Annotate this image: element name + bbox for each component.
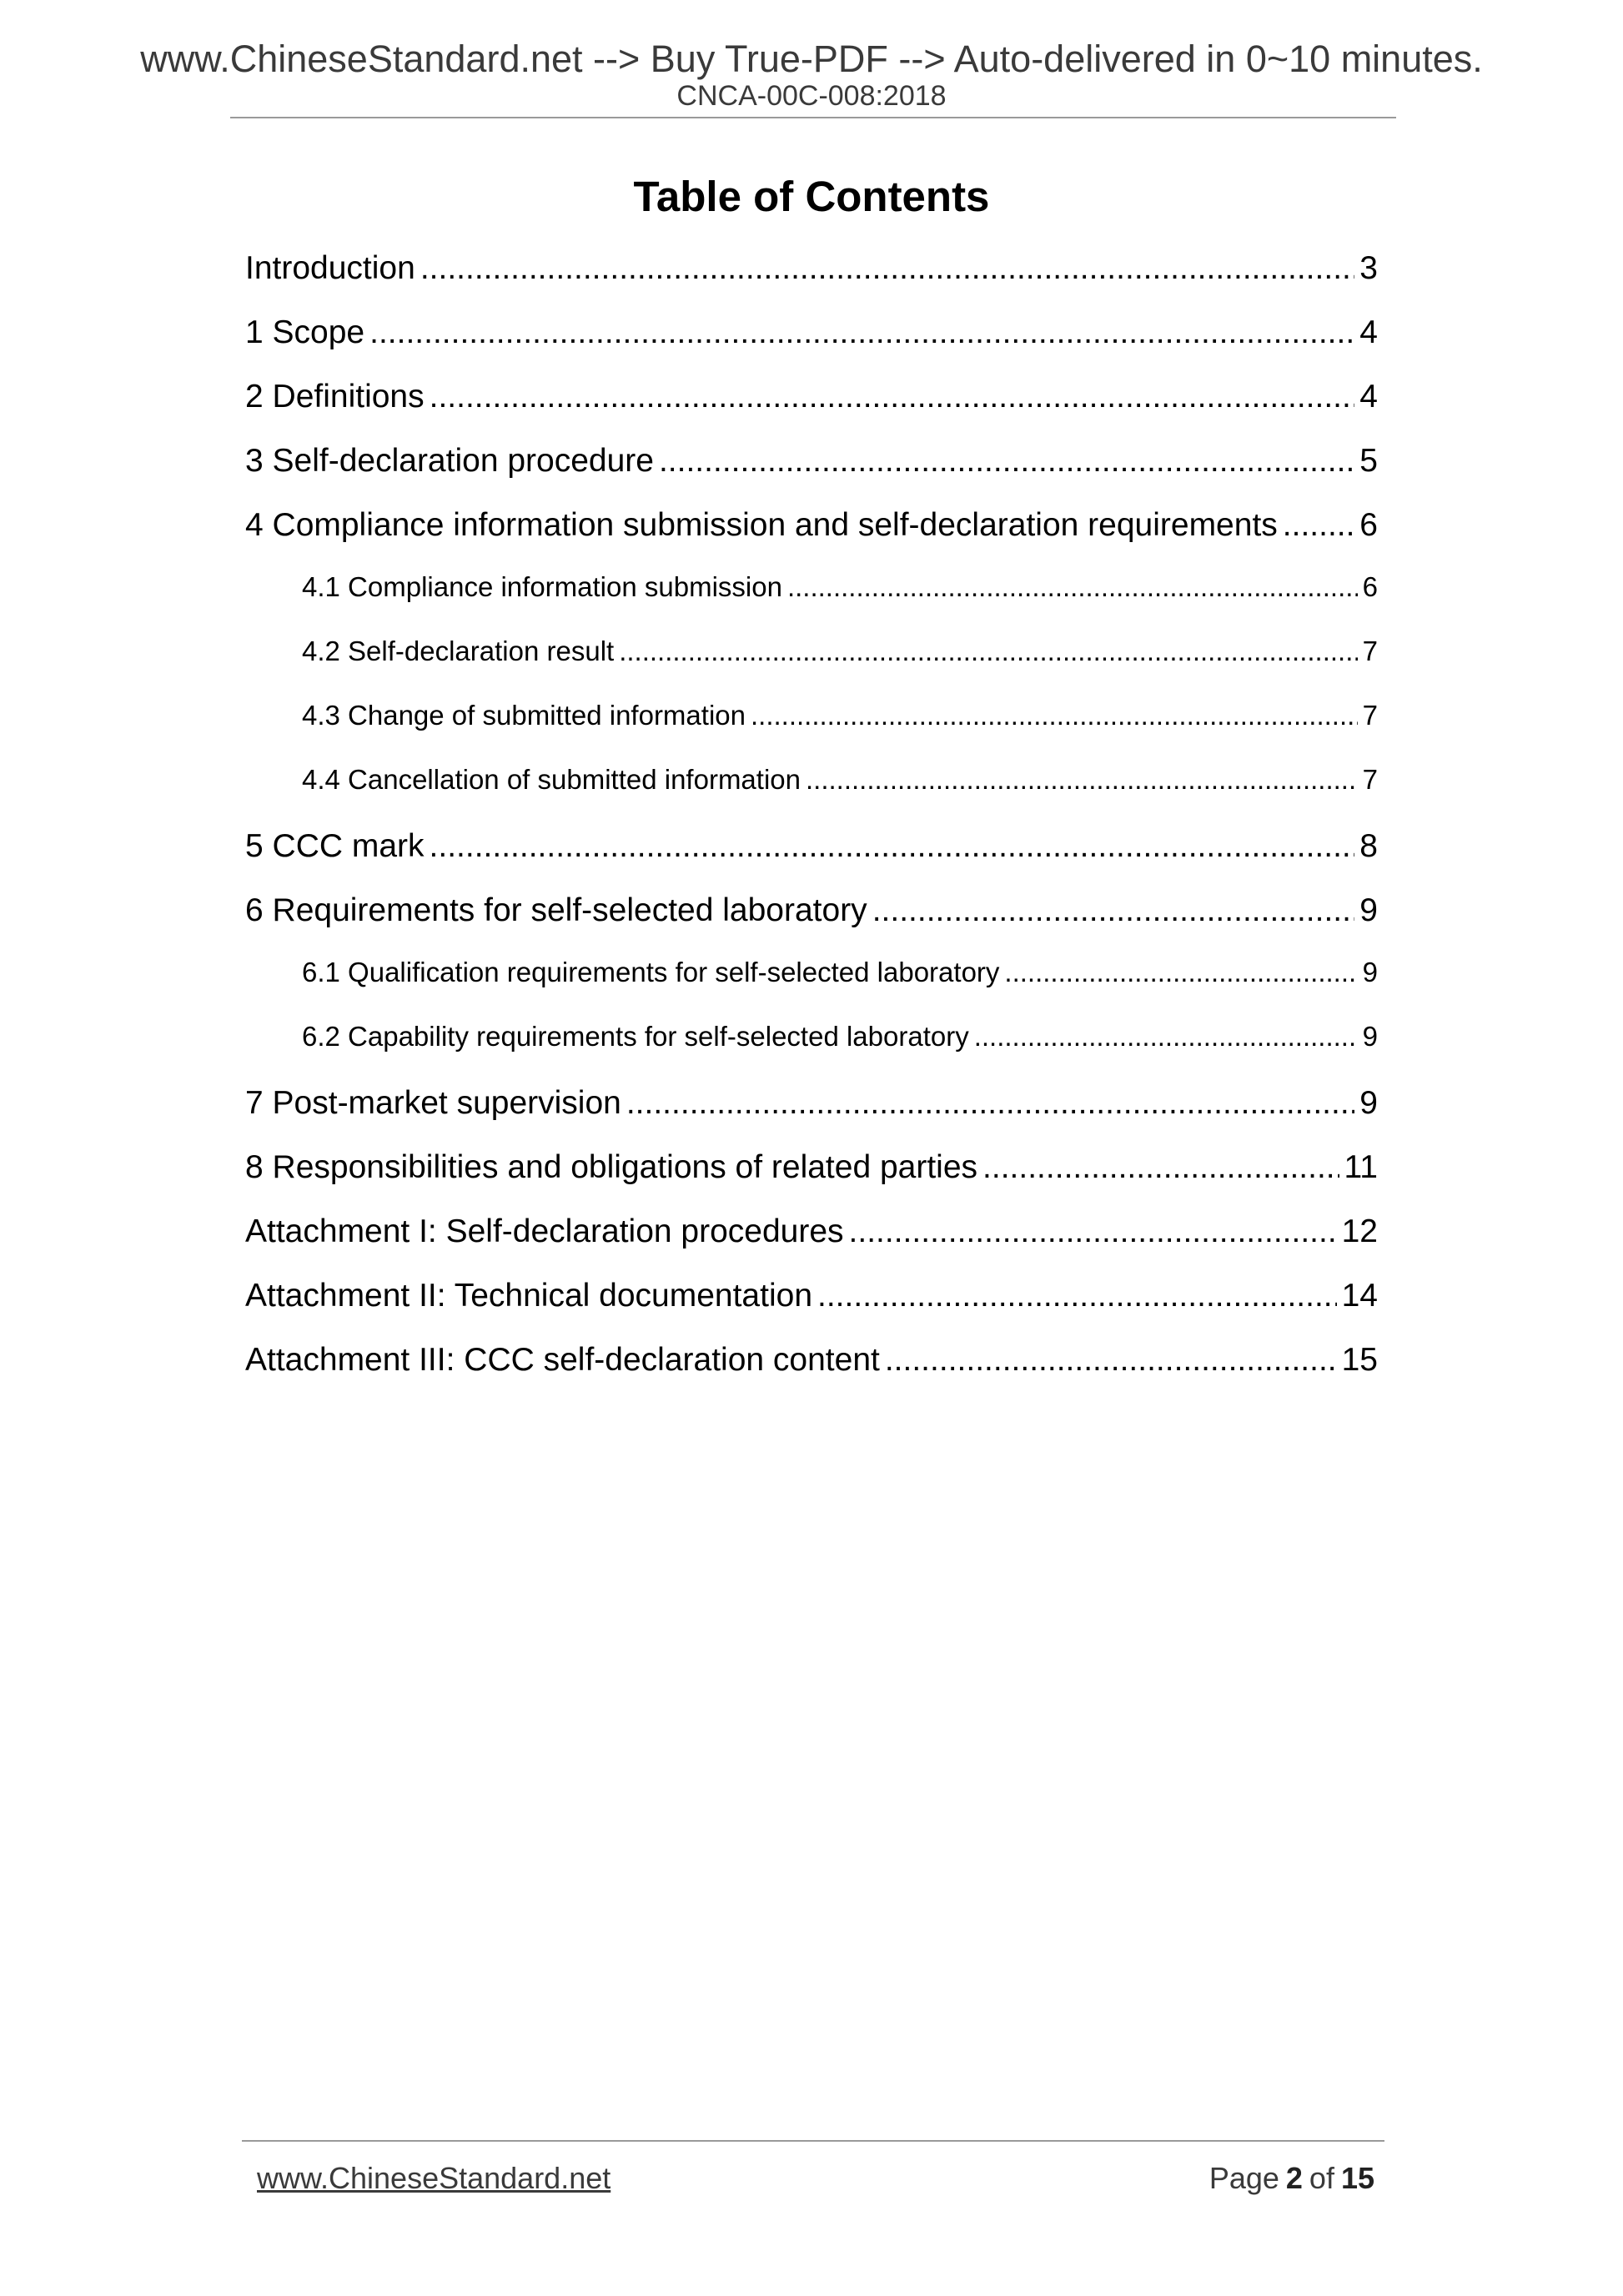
- toc-leader-dots: [806, 764, 1358, 796]
- toc-leader-dots: [430, 828, 1355, 865]
- toc-entry-page: 11: [1344, 1149, 1378, 1185]
- toc-entry-page: 7: [1362, 764, 1378, 795]
- toc-entry-label: Attachment II: Technical documentation: [245, 1278, 813, 1314]
- toc-entry-page: 15: [1341, 1342, 1378, 1378]
- toc-entry-label: 6.2 Capability requirements for self-selected laboratory: [302, 1021, 969, 1052]
- toc-entry-page: 14: [1341, 1278, 1378, 1314]
- toc-leader-dots: [982, 1149, 1339, 1186]
- toc-entry-label: 5 CCC mark: [245, 828, 425, 864]
- toc-entry-page: 7: [1362, 636, 1378, 666]
- footer-website-link[interactable]: www.ChineseStandard.net: [257, 2161, 611, 2195]
- toc-entry-compliance-requirements[interactable]: [245, 507, 1378, 571]
- toc-leader-dots: [787, 571, 1358, 603]
- toc-entry-label: 6.1 Qualification requirements for self-selected laboratory: [302, 957, 1000, 987]
- toc-entry-4-2[interactable]: [245, 636, 1378, 700]
- toc-leader-dots: [626, 1085, 1354, 1122]
- toc-entry-label: 4 Compliance information submission and self-declaration requirements: [245, 507, 1278, 543]
- toc-entry-label: Introduction: [245, 250, 415, 286]
- toc-title: Table of Contents: [633, 173, 990, 220]
- current-page-number: 2: [1285, 2161, 1303, 2195]
- toc-entry-page: 9: [1362, 957, 1378, 987]
- toc-entry-page: 4: [1359, 314, 1378, 350]
- toc-leader-dots: [430, 379, 1355, 415]
- toc-entry-4-1[interactable]: [245, 571, 1378, 636]
- header-banner: www.ChineseStandard.net --> Buy True-PDF --> Auto-delivered in 0~10 minutes.: [140, 38, 1483, 80]
- toc-entry-label: 7 Post-market supervision: [245, 1085, 621, 1121]
- page-indicator: [1209, 2163, 1381, 2193]
- toc-entry-label: Attachment I: Self-declaration procedures: [245, 1213, 844, 1249]
- toc-entry-page: 6: [1362, 571, 1378, 602]
- footer-divider: [242, 2140, 1384, 2142]
- toc-entry-page: 4: [1359, 379, 1378, 414]
- toc-entry-label: 2 Definitions: [245, 379, 425, 414]
- toc-entry-attachment-iii[interactable]: [245, 1342, 1378, 1406]
- header-divider: [230, 117, 1396, 118]
- toc-entry-attachment-i[interactable]: [245, 1213, 1378, 1278]
- toc-entry-page: 9: [1359, 892, 1378, 928]
- toc-entry-introduction[interactable]: [245, 250, 1378, 314]
- toc-entry-page: 8: [1359, 828, 1378, 864]
- table-of-contents: [245, 250, 1378, 1406]
- toc-entry-label: 4.4 Cancellation of submitted information: [302, 764, 801, 795]
- toc-entry-label: 1 Scope: [245, 314, 365, 350]
- page-word: Page: [1208, 2161, 1279, 2195]
- total-pages-number: 15: [1340, 2161, 1374, 2195]
- toc-leader-dots: [872, 892, 1355, 929]
- toc-entry-post-market-supervision[interactable]: [245, 1085, 1378, 1149]
- toc-leader-dots: [817, 1278, 1337, 1314]
- toc-entry-page: 9: [1359, 1085, 1378, 1121]
- toc-entry-page: 7: [1362, 700, 1378, 731]
- toc-leader-dots: [751, 700, 1358, 731]
- toc-entry-page: 12: [1341, 1213, 1378, 1249]
- toc-leader-dots: [619, 636, 1357, 667]
- toc-entry-attachment-ii[interactable]: [245, 1278, 1378, 1342]
- toc-entry-label: 4.2 Self-declaration result: [302, 636, 615, 666]
- toc-leader-dots: [659, 443, 1354, 480]
- toc-entry-label: 6 Requirements for self-selected laboratory: [245, 892, 867, 928]
- toc-leader-dots: [1004, 957, 1357, 988]
- toc-entry-label: 3 Self-declaration procedure: [245, 443, 654, 479]
- toc-leader-dots: [974, 1021, 1358, 1053]
- document-code: CNCA-00C-008:2018: [676, 80, 947, 112]
- toc-entry-laboratory-requirements[interactable]: [245, 892, 1378, 957]
- toc-entry-6-1[interactable]: [245, 957, 1378, 1021]
- toc-entry-label: 4.1 Compliance information submission: [302, 571, 782, 602]
- toc-leader-dots: [885, 1342, 1337, 1379]
- of-word: of: [1309, 2161, 1334, 2195]
- toc-entry-page: 3: [1359, 250, 1378, 286]
- toc-entry-ccc-mark[interactable]: [245, 828, 1378, 892]
- toc-leader-dots: [849, 1213, 1337, 1250]
- toc-entry-4-3[interactable]: [245, 700, 1378, 764]
- toc-entry-4-4[interactable]: [245, 764, 1378, 828]
- toc-leader-dots: [369, 314, 1354, 351]
- toc-entry-self-declaration-procedure[interactable]: [245, 443, 1378, 507]
- toc-leader-dots: [420, 250, 1354, 287]
- toc-entry-label: 4.3 Change of submitted information: [302, 700, 746, 731]
- toc-entry-page: 9: [1362, 1021, 1378, 1052]
- toc-leader-dots: [1283, 507, 1355, 544]
- toc-entry-6-2[interactable]: [245, 1021, 1378, 1085]
- toc-entry-scope[interactable]: [245, 314, 1378, 379]
- toc-entry-responsibilities[interactable]: [245, 1149, 1378, 1213]
- toc-entry-page: 6: [1359, 507, 1378, 543]
- toc-entry-label: 8 Responsibilities and obligations of related parties: [245, 1149, 978, 1185]
- toc-entry-definitions[interactable]: [245, 379, 1378, 443]
- toc-entry-page: 5: [1359, 443, 1378, 479]
- toc-entry-label: Attachment III: CCC self-declaration content: [245, 1342, 880, 1378]
